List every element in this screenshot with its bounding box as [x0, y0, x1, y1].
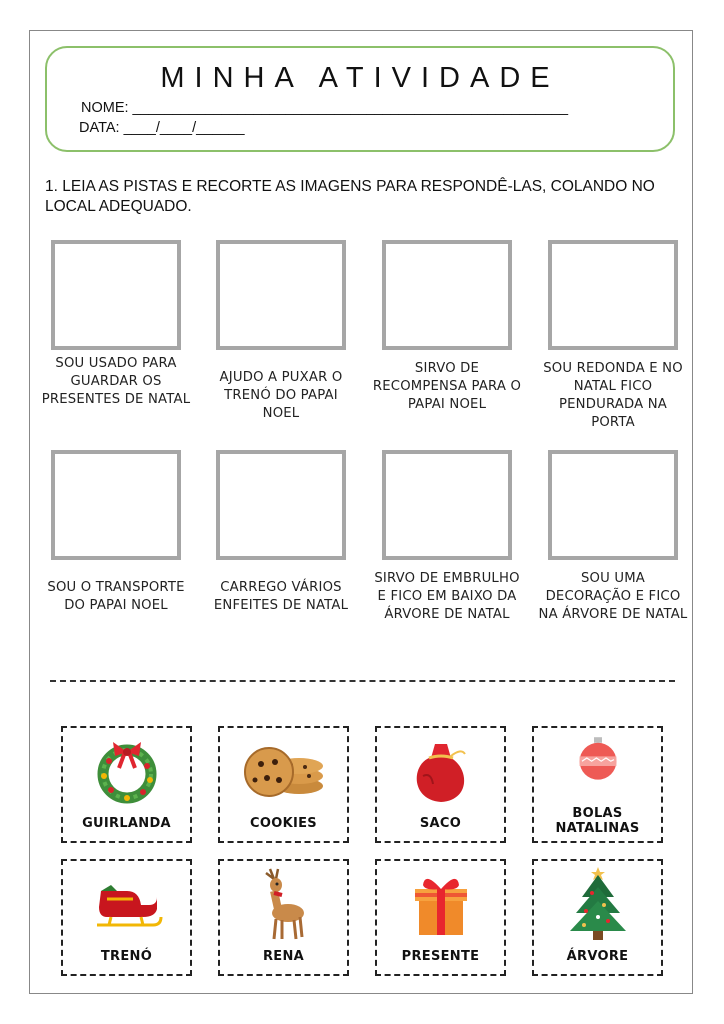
card-arvore[interactable]: [532, 859, 663, 976]
clue-1: SOU USADO PARA GUARDAR OS PRESENTES DE NATAL: [41, 356, 191, 407]
header-box: [45, 46, 675, 152]
card-label: COOKIES: [250, 816, 317, 831]
card-label: BOLAS NATALINAS: [555, 806, 640, 836]
clue-7: SIRVO DE EMBRULHO E FICO EM BAIXO DA ÁRVORE DE NATAL: [374, 571, 520, 622]
reindeer-icon: [244, 865, 324, 945]
card-cookies[interactable]: [218, 726, 349, 843]
date-field[interactable]: DATA: ____/____/______: [79, 120, 245, 136]
clue-2: AJUDO A PUXAR O TRENÓ DO PAPAI NOEL: [219, 370, 343, 421]
instruction: 1. LEIA AS PISTAS E RECORTE AS IMAGENS PARA RESPONDÊ-LAS, COLANDO NO LOCAL ADEQUADO.: [45, 178, 655, 215]
sack-icon: [401, 736, 481, 806]
card-label: RENA: [262, 949, 305, 964]
answer-box-1[interactable]: [51, 240, 181, 350]
card-treno[interactable]: [61, 859, 192, 976]
answer-box-2[interactable]: [216, 240, 346, 350]
gift-icon: [401, 869, 481, 939]
clue-3: SIRVO DE RECOMPENSA PARA O PAPAI NOEL: [372, 361, 522, 412]
card-label: TRENÓ: [100, 949, 153, 964]
clue-5: SOU O TRANSPORTE DO PAPAI NOEL: [47, 580, 185, 613]
card-label: PRESENTE: [401, 949, 480, 964]
answer-box-4[interactable]: [548, 240, 678, 350]
card-rena[interactable]: [218, 859, 349, 976]
answer-box-3[interactable]: [382, 240, 512, 350]
name-field[interactable]: NOME: ______________________________________________________: [81, 100, 569, 116]
card-bolas-natalinas[interactable]: [532, 726, 663, 843]
ornament-icon: [558, 734, 638, 790]
answer-box-6[interactable]: [216, 450, 346, 560]
answer-box-7[interactable]: [382, 450, 512, 560]
cut-line: [50, 680, 675, 682]
card-label: ÁRVORE: [566, 949, 629, 964]
card-label: SACO: [419, 816, 462, 831]
card-saco[interactable]: [375, 726, 506, 843]
card-guirlanda[interactable]: [61, 726, 192, 843]
clue-8: SOU UMA DECORAÇÃO E FICO NA ÁRVORE DE NATAL: [538, 571, 688, 622]
wreath-icon: [87, 736, 167, 806]
card-label: GUIRLANDA: [82, 816, 171, 831]
christmas-tree-icon: [558, 863, 638, 943]
answer-box-5[interactable]: [51, 450, 181, 560]
clue-4: SOU REDONDA E NO NATAL FICO PENDURADA NA PORTA: [543, 361, 683, 430]
sleigh-icon: [87, 869, 167, 939]
answer-box-8[interactable]: [548, 450, 678, 560]
page-title: MINHA ATIVIDADE: [160, 62, 560, 94]
clue-6: CARREGO VÁRIOS ENFEITES DE NATAL: [213, 580, 349, 613]
card-presente[interactable]: [375, 859, 506, 976]
cookies-icon: [239, 736, 329, 806]
